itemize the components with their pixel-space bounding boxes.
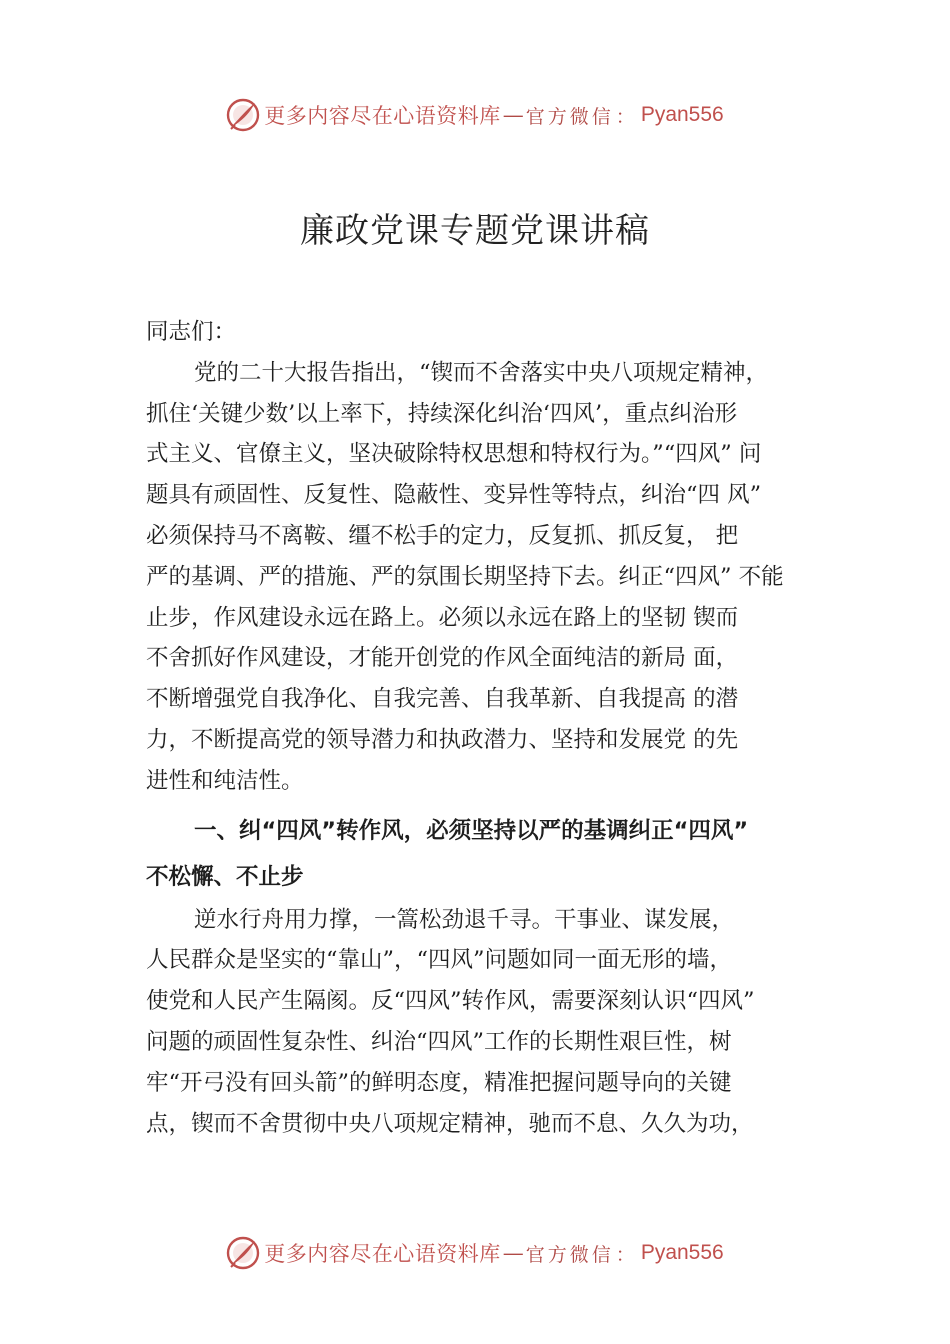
text-line: 止步，作风建设永远在路上。必须以永远在路上的坚韧 锲而 — [146, 604, 739, 631]
heading-line: 不松懈、不止步 — [146, 863, 304, 890]
banner-colon: ： — [615, 1243, 635, 1266]
greeting: 同志们： — [146, 319, 237, 345]
heading-line: 一、纠“四风”转作风，必须坚持以严的基调纠正“四风” — [194, 817, 749, 844]
document-title: 廉政党课专题党课讲稿 — [300, 211, 650, 251]
banner-wechat-label: 官方微信 — [525, 105, 614, 128]
text-line: 使党和人民产生隔阂。反“四风”转作风，需要深刻认识“四风” — [146, 988, 755, 1015]
document-body — [146, 312, 826, 1144]
banner-colon: ： — [615, 105, 635, 128]
text-line: 题具有顽固性、反复性、隐蔽性、变异性等特点，纠治“四 风” — [146, 482, 762, 509]
text-line: 进性和纯洁性。 — [146, 767, 304, 794]
banner-wechat-label: 官方微信 — [525, 1243, 614, 1266]
banner-separator: — — [502, 1241, 524, 1265]
paragraph-2 — [146, 900, 826, 1145]
banner-slogan: 更多内容尽在心语资料库 — [264, 104, 501, 128]
text-line: 逆水行舟用力撑，一篙松劲退千寻。干事业、谋发展， — [194, 906, 735, 933]
banner-wechat-id: Pyan556 — [640, 103, 724, 126]
quill-logo-icon — [226, 1236, 260, 1270]
footer-watermark-banner — [0, 1233, 950, 1273]
banner-wechat-id: Pyan556 — [640, 1241, 724, 1264]
text-line: 不舍抓好作风建设，才能开创党的作风全面纯洁的新局 面， — [146, 645, 739, 672]
banner-separator: — — [502, 103, 524, 127]
banner-slogan: 更多内容尽在心语资料库 — [264, 1242, 501, 1266]
section-heading-1 — [146, 808, 826, 900]
text-line: 人民群众是坚实的“靠山”，“四风”问题如同一面无形的墙， — [146, 947, 733, 974]
text-line: 力，不断提高党的领导潜力和执政潜力、坚持和发展党 的先 — [146, 726, 739, 753]
text-line: 严的基调、严的措施、严的氛围长期坚持下去。纠正“四风” 不能 — [146, 563, 784, 590]
text-line: 党的二十大报告指出，“锲而不舍落实中央八项规定精神， — [194, 359, 769, 386]
text-line: 问题的顽固性复杂性、纠治“四风”工作的长期性艰巨性，树 — [146, 1028, 732, 1055]
text-line: 必须保持马不离鞍、缰不松手的定力，反复抓、抓反复， 把 — [146, 522, 739, 549]
text-line: 点，锲而不舍贯彻中央八项规定精神，驰而不息、久久为功， — [146, 1110, 754, 1137]
header-watermark-banner — [0, 95, 950, 135]
paragraph-1 — [146, 353, 826, 802]
quill-logo-icon — [226, 98, 260, 132]
text-line: 抓住‘关键少数’以上率下，持续深化纠治‘四风’，重点纠治形 — [146, 400, 738, 427]
text-line: 不断增强党自我净化、自我完善、自我革新、自我提高 的潜 — [146, 686, 739, 713]
text-line: 牢“开弓没有回头箭”的鲜明态度，精准把握问题导向的关键 — [146, 1069, 732, 1096]
text-line: 式主义、官僚主义，坚决破除特权思想和特权行为。”“四风” 问 — [146, 441, 762, 468]
